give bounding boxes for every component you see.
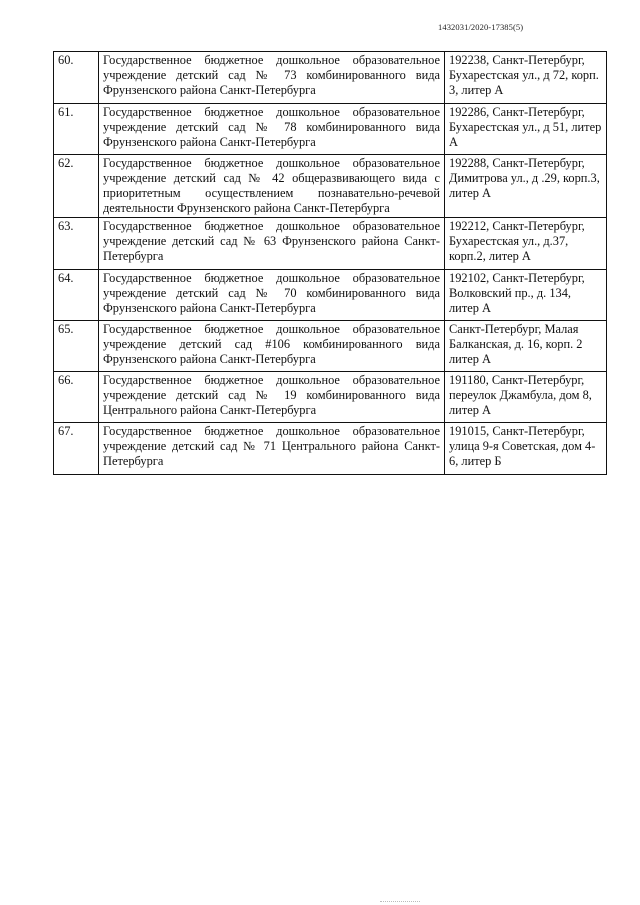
institution-name: Государственное бюджетное дошкольное образовательное учреждение детский сад № 63 Фрунзенского района Санкт-Петербурга xyxy=(99,218,445,270)
institution-address: Санкт-Петербург, Малая Балканская, д. 16, корп. 2 литер А xyxy=(445,321,607,372)
row-number: 66. xyxy=(54,372,99,423)
institution-address: 192102, Санкт-Петербург, Волковский пр., д. 134, литер А xyxy=(445,270,607,321)
institution-address: 192288, Санкт-Петербург, Димитрова ул., д .29, корп.3, литер А xyxy=(445,155,607,218)
institution-address: 191180, Санкт-Петербург, переулок Джамбула, дом 8, литер А xyxy=(445,372,607,423)
row-number: 61. xyxy=(54,104,99,155)
footer-scan-mark xyxy=(380,901,420,903)
row-number: 64. xyxy=(54,270,99,321)
kindergarten-registry-table xyxy=(53,51,607,475)
institution-name: Государственное бюджетное дошкольное образовательное учреждение детский сад № 78 комбинированного вида Фрунзенского района Санкт-Петербурга xyxy=(99,104,445,155)
table-row xyxy=(54,270,607,321)
institution-address: 192212, Санкт-Петербург, Бухарестская ул., д.37, корп.2, литер А xyxy=(445,218,607,270)
table-row xyxy=(54,321,607,372)
institution-address: 192286, Санкт-Петербург, Бухарестская ул., д 51, литер А xyxy=(445,104,607,155)
institution-address: 191015, Санкт-Петербург, улица 9-я Советская, дом 4-6, литер Б xyxy=(445,423,607,475)
institution-name: Государственное бюджетное дошкольное образовательное учреждение детский сад № 71 Центрального района Санкт-Петербурга xyxy=(99,423,445,475)
institution-name: Государственное бюджетное дошкольное образовательное учреждение детский сад № 70 комбинированного вида Фрунзенского района Санкт-Петербурга xyxy=(99,270,445,321)
institution-name: Государственное бюджетное дошкольное образовательное учреждение детский сад № 73 комбинированного вида Фрунзенского района Санкт-Петербурга xyxy=(99,52,445,104)
table-row xyxy=(54,155,607,218)
table-row xyxy=(54,372,607,423)
table-row xyxy=(54,423,607,475)
institution-address: 192238, Санкт-Петербург, Бухарестская ул., д 72, корп. 3, литер А xyxy=(445,52,607,104)
row-number: 62. xyxy=(54,155,99,218)
table-row xyxy=(54,52,607,104)
table-row xyxy=(54,218,607,270)
table-row xyxy=(54,104,607,155)
row-number: 63. xyxy=(54,218,99,270)
institution-name: Государственное бюджетное дошкольное образовательное учреждение детский сад № 42 общеразвивающего вида с приоритетным осуществлением познавательно-речевой деятельности Фрунзенского района Санкт-Петербурга xyxy=(99,155,445,218)
row-number: 65. xyxy=(54,321,99,372)
institution-name: Государственное бюджетное дошкольное образовательное учреждение детский сад #106 комбинированного вида Фрунзенского района Санкт-Петербурга xyxy=(99,321,445,372)
row-number: 60. xyxy=(54,52,99,104)
row-number: 67. xyxy=(54,423,99,475)
document-number: 1432031/2020-17385(5) xyxy=(438,22,524,32)
institution-name: Государственное бюджетное дошкольное образовательное учреждение детский сад № 19 комбинированного вида Центрального района Санкт-Петербурга xyxy=(99,372,445,423)
